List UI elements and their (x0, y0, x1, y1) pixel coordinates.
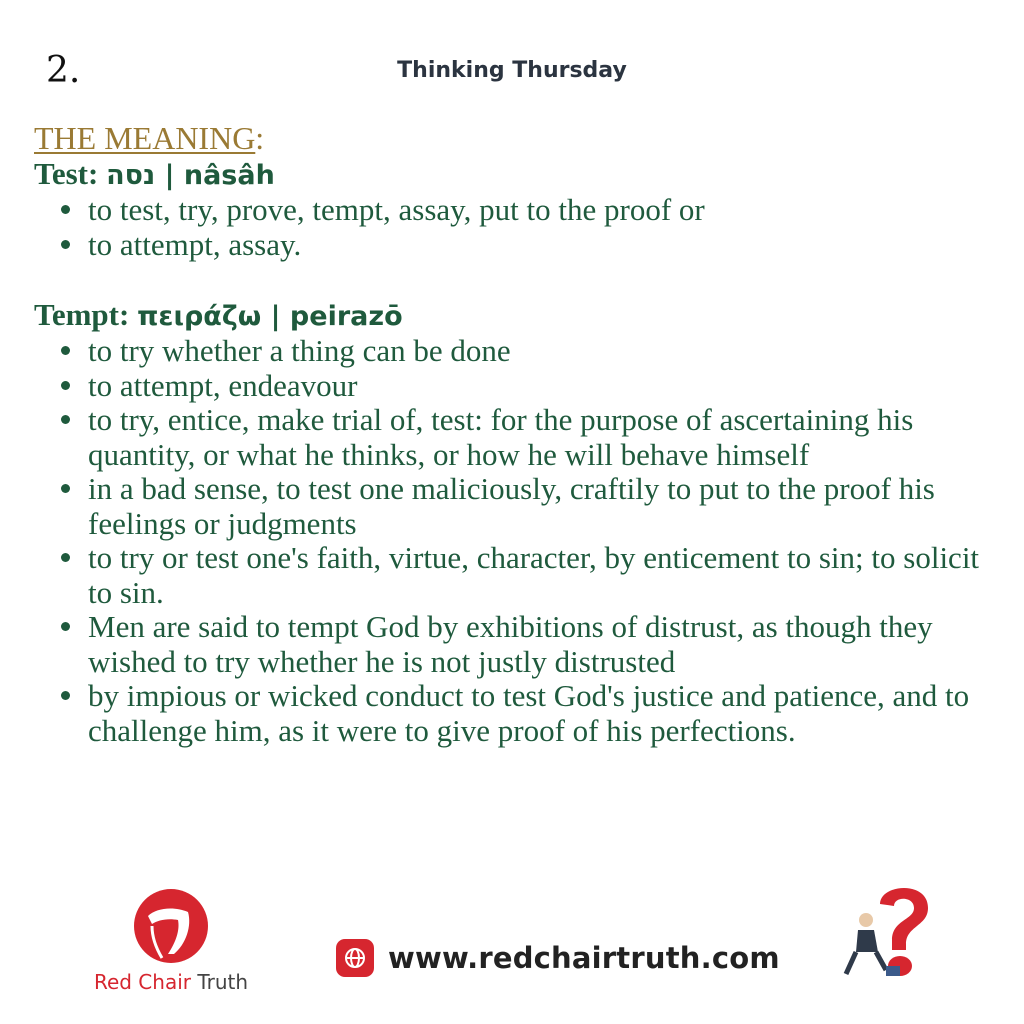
term-line (34, 298, 994, 334)
brand-name-dark: Truth (197, 970, 249, 994)
bullet-icon (61, 484, 70, 493)
website-url[interactable]: www.redchairtruth.com (388, 941, 780, 975)
brand-name-red: Red Chair (93, 970, 191, 994)
bullet-icon (61, 381, 70, 390)
definition-text: to try, entice, make trial of, test: for the purpose of ascertaining his quantity, or what he thinks, or how he will behave himself (88, 402, 914, 472)
website-link[interactable] (336, 938, 780, 978)
red-chair-logo-icon (126, 886, 216, 966)
brand-logo[interactable] (76, 886, 266, 996)
list-item (88, 679, 994, 748)
section-heading-colon: : (255, 120, 265, 156)
definition-content (34, 120, 994, 748)
term-line (34, 157, 994, 193)
list-item (88, 228, 994, 263)
term-word: Test: (34, 156, 99, 191)
list-item (88, 193, 994, 228)
brand-name (76, 970, 266, 994)
entry-tempt (34, 298, 994, 748)
definition-text: to attempt, assay. (88, 226, 302, 262)
term-original: πειράζω | peirazō (137, 301, 403, 332)
definition-text: to attempt, endeavour (88, 367, 358, 403)
list-item (88, 610, 994, 679)
bullet-icon (61, 553, 70, 562)
term-original: נסה | nâsâh (106, 160, 275, 191)
list-item (88, 472, 994, 541)
definition-list (34, 193, 994, 262)
footer (0, 870, 1024, 1010)
section-heading-line (34, 120, 994, 157)
definition-text: to try or test one's faith, virtue, character, by enticement to sin; to solicit to sin. (88, 540, 980, 610)
list-item (88, 334, 994, 369)
page-number: 2. (46, 50, 81, 91)
definition-text: to try whether a thing can be done (88, 333, 511, 368)
bullet-icon (61, 415, 70, 424)
spacer (34, 262, 994, 298)
definition-text: Men are said to tempt God by exhibitions of distrust, as though they wished to try whether he is not justly distrusted (88, 609, 933, 679)
term-word: Tempt: (34, 297, 130, 332)
question-mark-thinker-icon (836, 874, 946, 984)
list-item (88, 403, 994, 472)
list-item (88, 541, 994, 610)
definition-list (34, 334, 994, 748)
page-title: Thinking Thursday (397, 58, 627, 83)
bullet-icon (61, 691, 70, 700)
bullet-icon (61, 622, 70, 631)
globe-icon (336, 939, 374, 977)
bullet-icon (61, 205, 70, 214)
bullet-icon (61, 346, 70, 355)
entry-test (34, 157, 994, 262)
definition-text: by impious or wicked conduct to test God's justice and patience, and to challenge him, as it were to give proof of his perfections. (88, 678, 970, 748)
section-heading: THE MEANING (34, 120, 256, 156)
bullet-icon (61, 240, 70, 249)
list-item (88, 369, 994, 404)
definition-text: in a bad sense, to test one maliciously, craftily to put to the proof his feelings or judgments (88, 471, 935, 541)
definition-text: to test, try, prove, tempt, assay, put to the proof or (88, 192, 705, 227)
